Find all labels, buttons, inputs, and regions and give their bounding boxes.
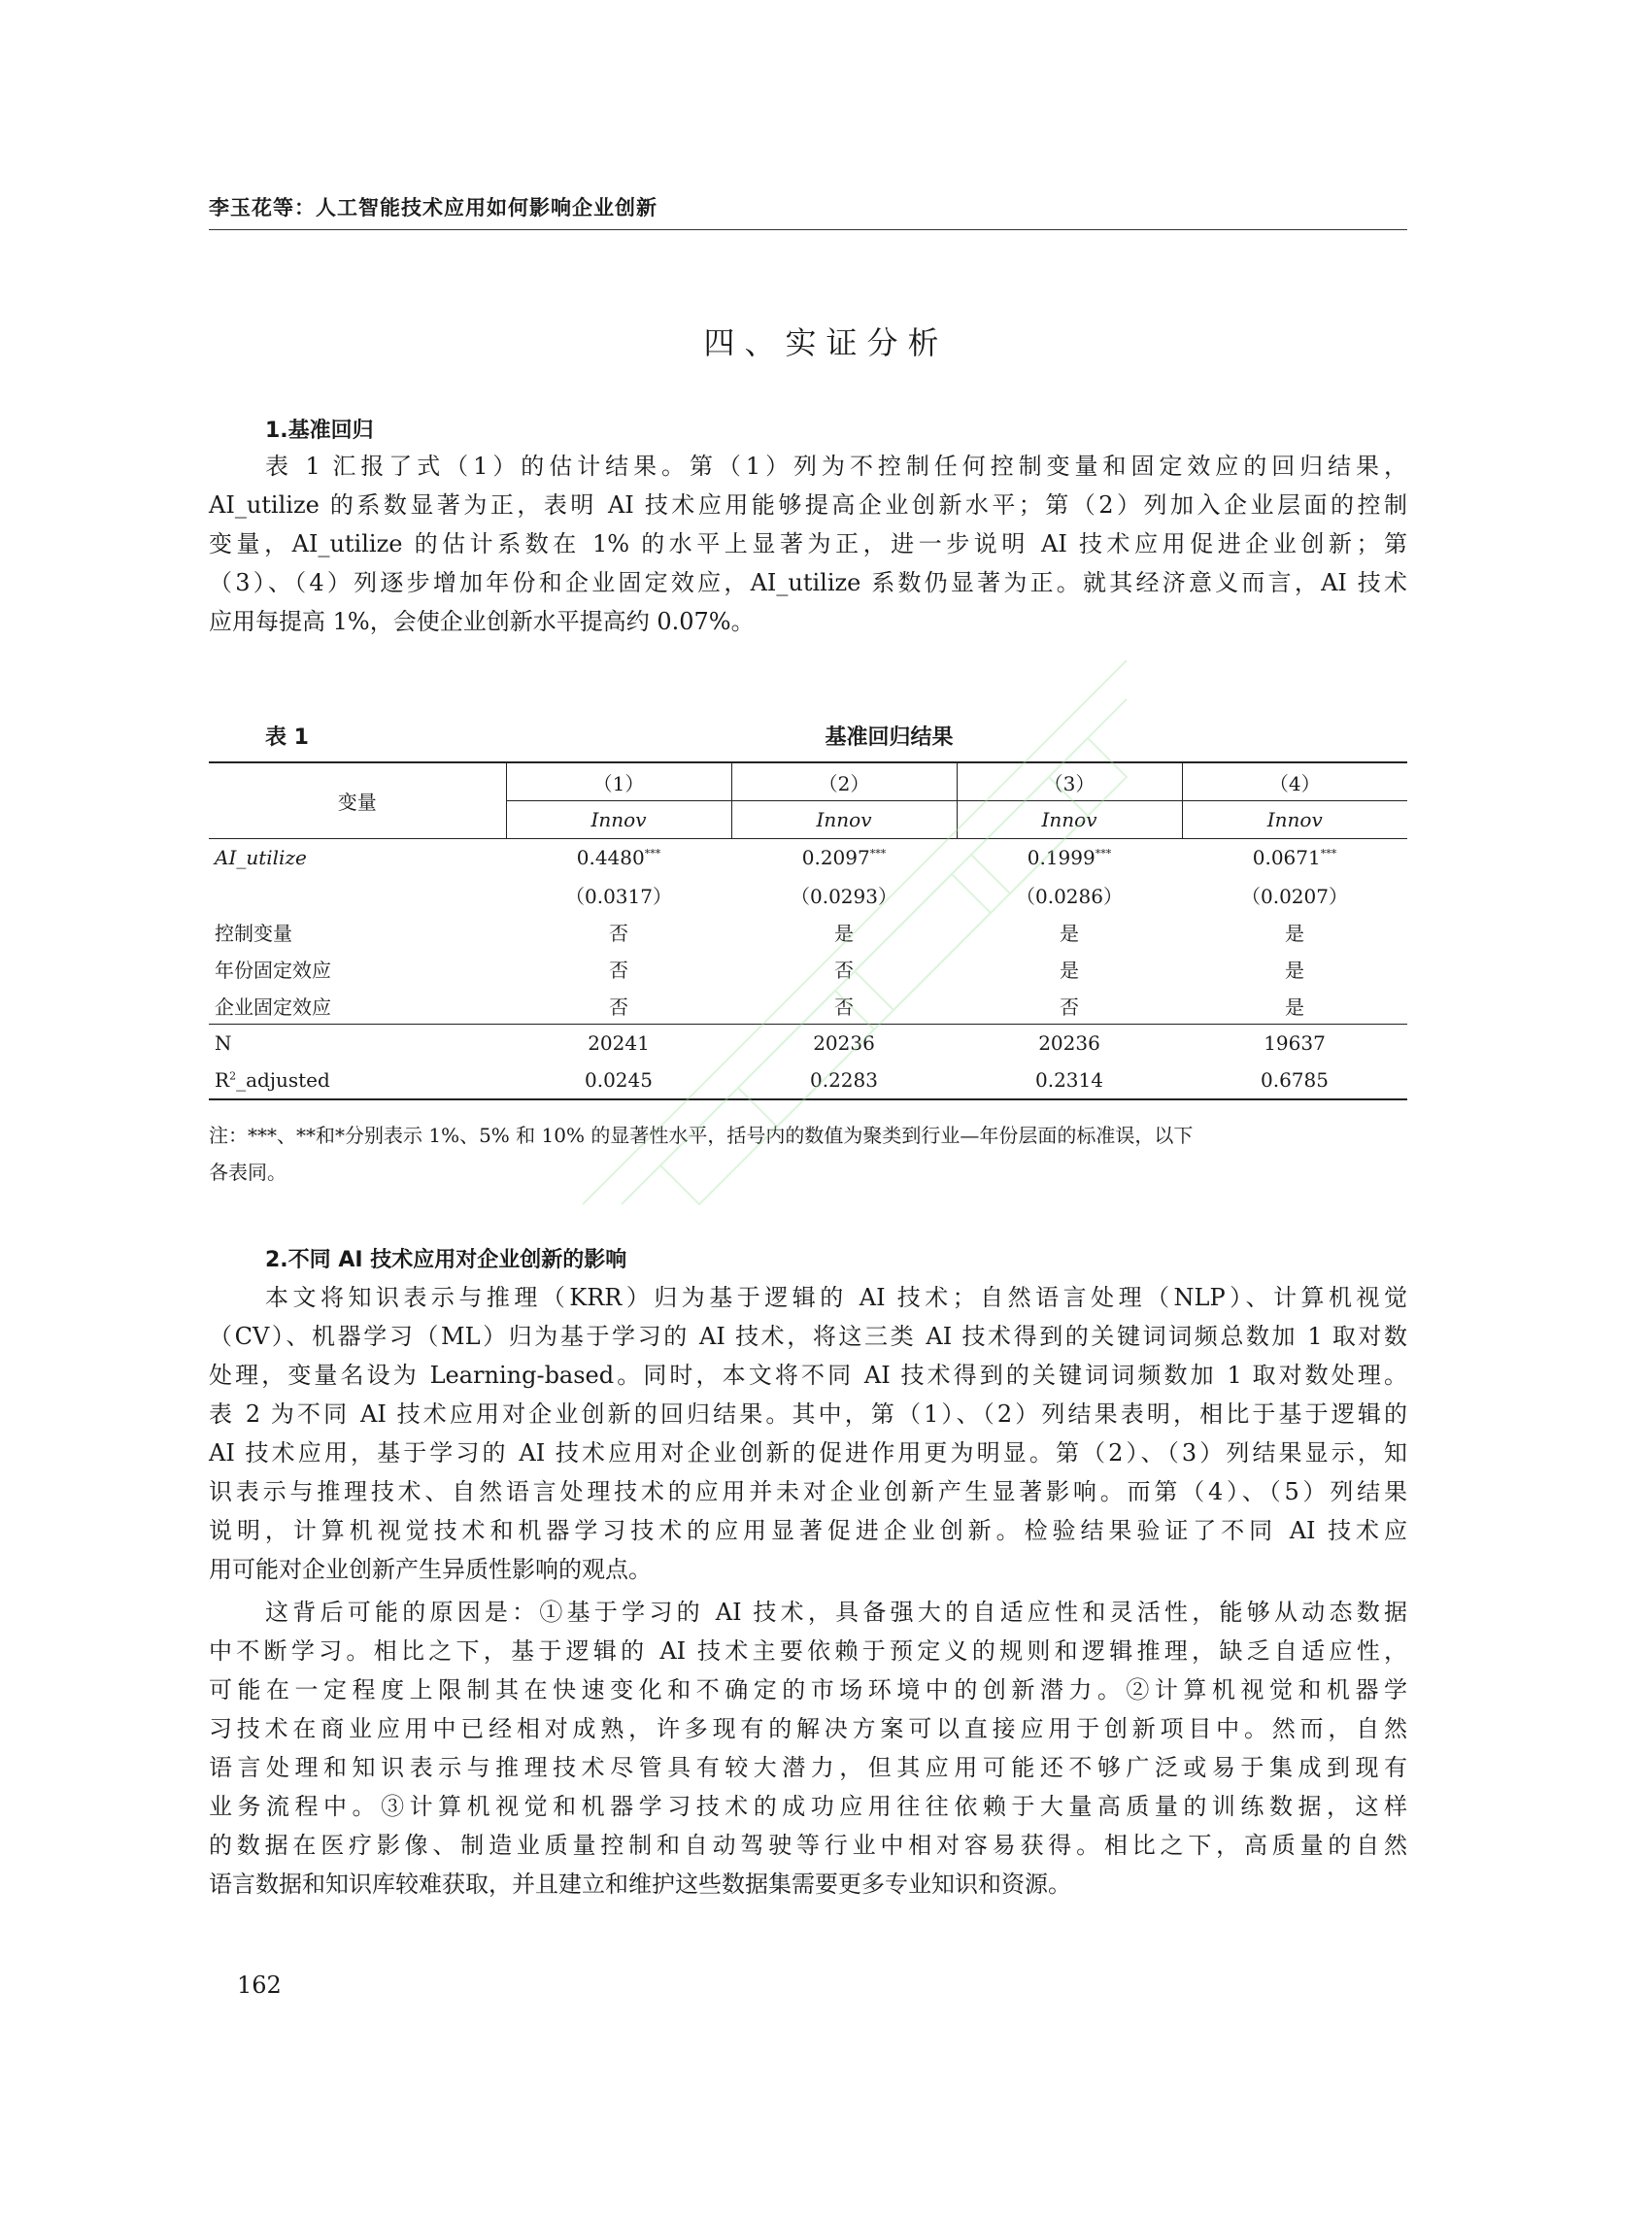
watermark-graphic — [544, 622, 1165, 1243]
text-line: 变量，AI_utilize 的估计系数在 1% 的水平上显著为正，进一步说明 AI 技术应用促进企业创新；第 — [209, 530, 1407, 557]
coefficient-label: AI_utilize — [209, 839, 506, 877]
table-cell: 否 — [609, 995, 628, 1019]
note-line: 注：***、**和*分别表示 1%、5% 和 10% 的显著性水平，括号内的数值为聚类到行业—年份层面的标准误，以下 — [209, 1124, 1194, 1147]
table-cell: 0.6785 — [1182, 1062, 1407, 1099]
coefficient-value: 0.0671 — [1252, 846, 1321, 869]
coefficient-value: 0.1999 — [1027, 846, 1096, 869]
table-cell: 20236 — [731, 1025, 957, 1062]
text-line: 业务流程中。③计算机视觉和机器学习技术的成功应用往往依赖于大量高质量的训练数据，这样 — [209, 1793, 1407, 1820]
table-cell: 是 — [834, 921, 854, 945]
text-line: AI 技术应用，基于学习的 AI 技术应用对企业创新的促进作用更为明显。第（2）、（3）列结果显示，知 — [209, 1439, 1407, 1467]
table-cell: 0.0245 — [506, 1062, 731, 1099]
significance-stars: *** — [1095, 847, 1112, 860]
text-line: 习技术在商业应用中已经相对成熟，许多现有的解决方案可以直接应用于创新项目中。然而，自然 — [209, 1715, 1407, 1742]
text-line: （3）、（4）列逐步增加年份和企业固定效应，AI_utilize 系数仍显著为正。就其经济意义而言，AI 技术 — [209, 569, 1407, 596]
table-cell: 是 — [1285, 958, 1304, 982]
table-cell: 0.2283 — [731, 1062, 957, 1099]
text-line: 可能在一定程度上限制其在快速变化和不确定的市场环境中的创新潜力。②计算机视觉和机器学 — [209, 1676, 1407, 1703]
text-line: 用可能对企业创新产生异质性影响的观点。 — [209, 1556, 652, 1583]
subsection-heading-2: 2.不同 AI 技术应用对企业创新的影响 — [265, 1248, 627, 1272]
subsection-heading-1: 1.基准回归 — [265, 419, 374, 443]
table-number: 表 1 — [265, 725, 309, 750]
table-cell: 是 — [1060, 921, 1079, 945]
table-cell: 是 — [1060, 958, 1079, 982]
text-line: 说明，计算机视觉技术和机器学习技术的应用显著促进企业创新。检验结果验证了不同 AI 技术应 — [209, 1517, 1407, 1544]
r2-label-main: R — [215, 1068, 230, 1092]
table-cell: 19637 — [1182, 1025, 1407, 1062]
paragraph-3 — [209, 1593, 1407, 1904]
row-label: N — [209, 1025, 506, 1062]
variable-header: 变量 — [209, 762, 506, 839]
significance-stars: *** — [1320, 847, 1337, 860]
table-cell: 否 — [834, 958, 854, 982]
table-cell: 否 — [609, 958, 628, 982]
r2-label-tail: _adjusted — [236, 1068, 330, 1092]
empty-cell — [209, 876, 506, 913]
r2-label-sup: 2 — [229, 1069, 237, 1083]
text-line: 的数据在医疗影像、制造业质量控制和自动驾驶等行业中相对容易获得。相比之下，高质量的自然 — [209, 1832, 1407, 1859]
dependent-variable: Innov — [1182, 801, 1407, 839]
text-line: AI_utilize 的系数显著为正，表明 AI 技术应用能够提高企业创新水平；第（2）列加入企业层面的控制 — [209, 491, 1407, 519]
note-line: 各表同。 — [209, 1161, 287, 1184]
significance-stars: *** — [644, 847, 661, 860]
column-number: （1） — [506, 762, 731, 801]
row-label: 企业固定效应 — [215, 995, 331, 1019]
table-cell: 20236 — [957, 1025, 1182, 1062]
table-cell: 否 — [1060, 995, 1079, 1019]
standard-error: （0.0207） — [1241, 884, 1348, 908]
coefficient-value: 0.4480 — [576, 846, 645, 869]
table-cell: 0.2314 — [957, 1062, 1182, 1099]
text-line: 表 1 汇报了式（1）的估计结果。第（1）列为不控制任何控制变量和固定效应的回归结果， — [265, 453, 1407, 480]
standard-error: （0.0317） — [565, 884, 672, 908]
column-number: （3） — [957, 762, 1182, 801]
section-title: 四、实证分析 — [703, 324, 949, 361]
text-line: 应用每提高 1%，会使企业创新水平提高约 0.07%。 — [209, 608, 755, 635]
header-rule — [209, 229, 1407, 230]
text-line: 这背后可能的原因是：①基于学习的 AI 技术，具备强大的自适应性和灵活性，能够从动态数据 — [265, 1599, 1407, 1626]
paragraph-2 — [209, 1278, 1407, 1589]
text-line: 处理，变量名设为 Learning-based。同时，本文将不同 AI 技术得到的关键词词频数加 1 取对数处理。 — [209, 1362, 1407, 1389]
row-label: 控制变量 — [215, 921, 292, 945]
row-label: 年份固定效应 — [215, 958, 331, 982]
text-line: 语言数据和知识库较难获取，并且建立和维护这些数据集需要更多专业知识和资源。 — [209, 1871, 1071, 1898]
table-cell: 否 — [609, 921, 628, 945]
dependent-variable: Innov — [731, 801, 957, 839]
running-head: 李玉花等：人工智能技术应用如何影响企业创新 — [209, 196, 657, 219]
page-number: 162 — [237, 1972, 282, 1999]
row-label — [209, 1062, 506, 1099]
dependent-variable: Innov — [506, 801, 731, 839]
text-line: 本文将知识表示与推理（KRR）归为基于逻辑的 AI 技术；自然语言处理（NLP）、计算机视觉 — [265, 1284, 1407, 1311]
significance-stars: *** — [869, 847, 887, 860]
dependent-variable: Innov — [957, 801, 1182, 839]
table-cell: 是 — [1285, 921, 1304, 945]
text-line: 表 2 为不同 AI 技术应用对企业创新的回归结果。其中，第（1）、（2）列结果表明，相比于基于逻辑的 — [209, 1400, 1407, 1428]
text-line: 中不断学习。相比之下，基于逻辑的 AI 技术主要依赖于预定义的规则和逻辑推理，缺乏自适应性， — [209, 1637, 1407, 1665]
text-line: 识表示与推理技术、自然语言处理技术的应用并未对企业创新产生显著影响。而第（4）、（5）列结果 — [209, 1478, 1407, 1505]
paragraph-1 — [209, 447, 1407, 641]
table-cell: 20241 — [506, 1025, 731, 1062]
coefficient-cell — [1182, 839, 1407, 877]
table-cell: 否 — [834, 995, 854, 1019]
coefficient-value: 0.2097 — [801, 846, 870, 869]
standard-error: （0.0293） — [791, 884, 897, 908]
text-line: （CV）、机器学习（ML）归为基于学习的 AI 技术，将这三类 AI 技术得到的关键词词频总数加 1 取对数 — [209, 1323, 1407, 1350]
table-cell: 是 — [1285, 995, 1304, 1019]
column-number: （4） — [1182, 762, 1407, 801]
standard-error: （0.0286） — [1016, 884, 1123, 908]
column-number: （2） — [731, 762, 957, 801]
text-line: 语言处理和知识表示与推理技术尽管具有较大潜力，但其应用可能还不够广泛或易于集成到现有 — [209, 1754, 1407, 1781]
table-title: 基准回归结果 — [825, 725, 954, 750]
